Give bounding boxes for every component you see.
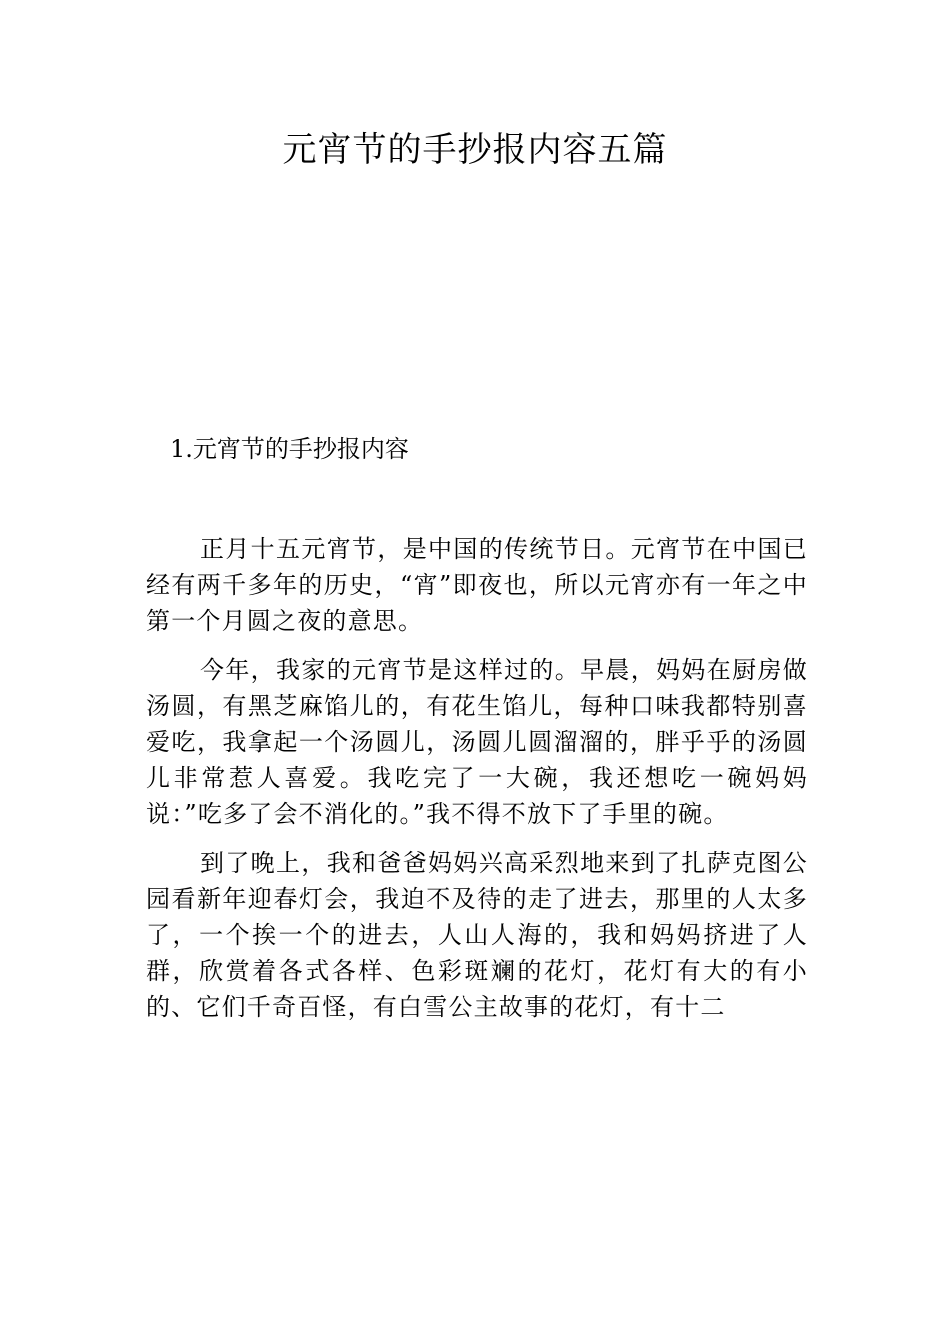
body-text (146, 531, 808, 1038)
section-heading: 1.元宵节的手抄报内容 (170, 435, 409, 463)
paragraph: 到了晚上，我和爸爸妈妈兴高采烈地来到了扎萨克图公园看新年迎春灯会，我迫不及待的走了进去，那里的人太多了，一个挨一个的进去，人山人海的，我和妈妈挤进了人群，欣赏着各式各样、色彩斑斓的花灯，花灯有大的有小的、它们千奇百怪，有白雪公主故事的花灯，有十二 (146, 849, 808, 1021)
paragraph: 今年，我家的元宵节是这样过的。早晨，妈妈在厨房做汤圆，有黑芝麻馅儿的，有花生馅儿，每种口味我都特别喜爱吃，我拿起一个汤圆儿，汤圆儿圆溜溜的，胖乎乎的汤圆儿非常惹人喜爱。我吃完了一大碗，我还想吃一碗妈妈说：”吃多了会不消化的。”我不得不放下了手里的碗。 (146, 656, 808, 828)
document-title: 元宵节的手抄报内容五篇 (282, 130, 668, 170)
paragraph: 正月十五元宵节，是中国的传统节日。元宵节在中国已经有两千多年的历史，“宵”即夜也，所以元宵亦有一年之中第一个月圆之夜的意思。 (146, 535, 808, 635)
